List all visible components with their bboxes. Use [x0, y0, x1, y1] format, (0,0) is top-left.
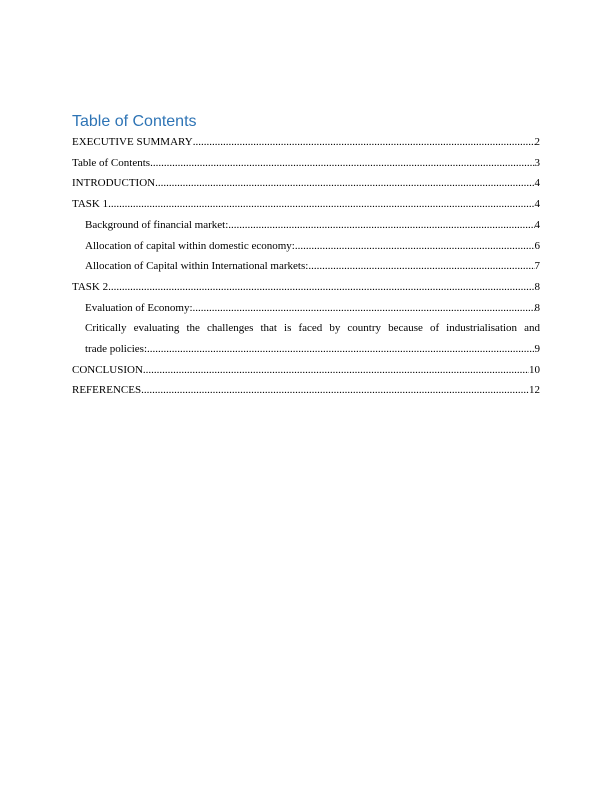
- toc-leader: [193, 132, 535, 153]
- toc-entry-label: TASK 2: [72, 280, 109, 293]
- toc-entry-background-financial-market[interactable]: [72, 215, 540, 236]
- toc-entry-label: Table of Contents: [72, 156, 151, 169]
- toc-leader: [147, 339, 534, 360]
- toc-page-number: 10: [529, 363, 540, 376]
- toc-page-number: 7: [534, 260, 540, 273]
- toc-leader: [193, 298, 535, 319]
- toc-entry-label: CONCLUSION: [72, 363, 143, 376]
- toc-entry-allocation-international[interactable]: [72, 256, 540, 277]
- toc-entry-label: Allocation of Capital within International markets:: [85, 260, 309, 273]
- toc-entry-conclusion[interactable]: [72, 360, 540, 381]
- toc-page-number: 3: [534, 156, 540, 169]
- toc-page-number: 8: [534, 280, 540, 293]
- toc-entry-task-2[interactable]: [72, 277, 540, 298]
- toc-page-number: 12: [529, 384, 540, 397]
- toc-page-number: 9: [534, 343, 540, 356]
- toc-entry-table-of-contents[interactable]: [72, 153, 540, 174]
- toc-leader: [150, 153, 534, 174]
- toc-page-number: 2: [534, 136, 540, 148]
- toc-entry-label: TASK 1: [72, 198, 109, 211]
- toc-entry-label: Allocation of capital within domestic economy:: [85, 239, 295, 252]
- toc-entry-task-1[interactable]: [72, 194, 540, 215]
- toc-entry-label: Background of financial market:: [85, 218, 229, 231]
- toc-page-number: 4: [534, 177, 540, 190]
- toc-entry-references[interactable]: [72, 380, 540, 401]
- toc-entry-executive-summary[interactable]: [72, 132, 540, 153]
- toc-leader: [108, 194, 534, 215]
- toc-entry-label: EXECUTIVE SUMMARY: [72, 136, 193, 148]
- toc-leader: [295, 236, 535, 257]
- toc-entry-allocation-domestic[interactable]: [72, 236, 540, 257]
- table-of-contents: [72, 112, 540, 401]
- toc-page-number: 4: [534, 218, 540, 231]
- toc-entry-introduction[interactable]: [72, 173, 540, 194]
- toc-entry-label-line2: trade policies:: [85, 343, 148, 356]
- toc-leader: [141, 380, 529, 401]
- toc-leader: [228, 215, 534, 236]
- toc-title: Table of Contents: [72, 113, 197, 130]
- toc-entry-evaluation-economy[interactable]: [72, 298, 540, 319]
- toc-list: [72, 132, 540, 401]
- toc-entry-critically-evaluating[interactable]: [72, 318, 540, 359]
- toc-page-number: 6: [534, 239, 540, 252]
- toc-leader: [155, 173, 534, 194]
- toc-leader: [108, 277, 534, 298]
- toc-entry-label: REFERENCES: [72, 384, 142, 397]
- toc-leader: [143, 360, 529, 381]
- toc-entry-label: Evaluation of Economy:: [85, 301, 193, 314]
- toc-page-number: 4: [534, 198, 540, 211]
- toc-page-number: 8: [534, 301, 540, 314]
- toc-leader: [308, 256, 534, 277]
- toc-entry-label-line1: Critically evaluating the challenges that is faced by country because of industrialisation and: [85, 322, 540, 335]
- toc-entry-second-line: [85, 339, 540, 360]
- toc-entry-label: INTRODUCTION: [72, 177, 156, 190]
